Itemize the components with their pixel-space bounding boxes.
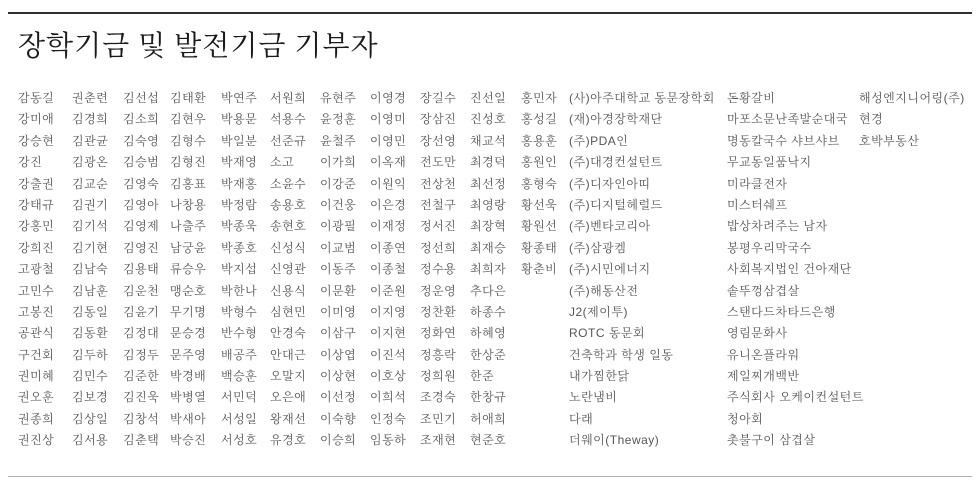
donor-name: 김숙영 [123, 133, 160, 148]
donor-name: 권진상 [18, 433, 55, 448]
donor-name [521, 281, 569, 302]
donor-name: 이선정 [320, 390, 357, 405]
donor-name: 김광온 [72, 155, 109, 170]
donor-name: 이상현 [320, 369, 357, 384]
donor-name: 박새아 [170, 411, 207, 426]
donor-name: 오말지 [270, 369, 307, 384]
donor-name: 신성식 [270, 240, 307, 255]
donor-name: 김경희 [72, 112, 109, 127]
donor-name: 남궁윤 [170, 240, 207, 255]
donor-name: 김기현 [72, 240, 109, 255]
donor-name: 김형수 [170, 133, 207, 148]
donor-name: 강홍민 [18, 219, 55, 234]
donor-name: 정찬환 [420, 304, 457, 319]
donor-name: 소윤수 [270, 176, 307, 191]
donor-name: 한창규 [470, 390, 507, 405]
donor-name: 김상일 [72, 411, 109, 426]
donor-name [859, 281, 979, 302]
donor-name: 고봉진 [18, 304, 55, 319]
donor-name: 최희자 [470, 262, 507, 277]
donor-name: 장길수 [420, 91, 457, 105]
donor-name: 홍성길 [521, 112, 558, 127]
donor-name [859, 387, 979, 408]
donor-name: 전철구 [420, 197, 457, 212]
donor-name: 안경숙 [270, 326, 307, 341]
donor-name: 권미혜 [18, 369, 55, 384]
donor-name: 영림문화사 [727, 326, 788, 341]
donor-name: 김교순 [72, 176, 109, 191]
donor-name: 이준원 [370, 283, 407, 298]
donor-name: 전도만 [420, 155, 457, 170]
donor-name: 김남훈 [72, 283, 109, 298]
donor-name: 명동칼국수 샤브샤브 [727, 133, 840, 148]
top-divider [8, 12, 972, 14]
donor-column-7 [320, 88, 370, 452]
donor-name: 윤정훈 [320, 112, 357, 127]
donor-name: 이강준 [320, 176, 357, 191]
donor-name: 박경배 [170, 369, 207, 384]
donor-name: 김남숙 [72, 262, 109, 277]
donor-name: 송현호 [270, 219, 307, 234]
donor-name: 나출주 [170, 219, 207, 234]
donor-name [859, 259, 979, 280]
donor-name: 김태환 [170, 91, 207, 105]
donor-name: 정화연 [420, 326, 457, 341]
donor-name: 장선영 [420, 133, 457, 148]
donor-column-10 [470, 88, 521, 452]
donor-name: 김춘택 [123, 433, 160, 448]
donor-name: 홍원인 [521, 155, 558, 170]
donor-column-4 [170, 88, 221, 452]
donor-name: (재)아경장학재단 [569, 112, 663, 127]
donor-name: 정희원 [420, 369, 457, 384]
donor-name: 마포소문난족발순대국 [727, 112, 848, 127]
donor-name: 강미애 [18, 112, 55, 127]
donor-name: 무교동일품낙지 [727, 155, 812, 170]
donor-name: 이은경 [370, 197, 407, 212]
donor-name: 박재영 [221, 155, 258, 170]
donor-name: (주)벤타코리아 [569, 219, 651, 234]
donor-name: 맹순호 [170, 283, 207, 298]
donor-name [859, 195, 979, 216]
donor-name: 전상천 [420, 176, 457, 191]
donor-name: 이숙향 [320, 411, 357, 426]
donor-name: 청아회 [727, 411, 764, 426]
donor-name: 구건회 [18, 347, 55, 362]
donor-name: 김준한 [123, 369, 160, 384]
donor-name: 장삼진 [420, 112, 457, 127]
donor-name: 해성엔지니어링(주) [859, 91, 965, 105]
donor-name [521, 409, 569, 430]
donor-name: (주)디자인아띠 [569, 176, 651, 191]
donor-name: 왕재선 [270, 411, 307, 426]
donor-name: 채교석 [470, 133, 507, 148]
donor-name: 윤철주 [320, 133, 357, 148]
donor-name: 다래 [569, 411, 594, 426]
donor-name: 선준규 [270, 133, 307, 148]
donor-name: 추다은 [470, 283, 507, 298]
donor-name: 최경덕 [470, 155, 507, 170]
donor-name: 인정숙 [370, 411, 407, 426]
donor-name: 밥상차려주는 남자 [727, 219, 828, 234]
donor-name [859, 323, 979, 344]
donor-name: 박한나 [221, 283, 258, 298]
donor-name: (주)해동산전 [569, 283, 639, 298]
donor-name: 강희진 [18, 240, 55, 255]
donor-name: 노란냄비 [569, 390, 618, 405]
donor-name: 제일찌개백반 [727, 369, 800, 384]
donor-name: 이상엽 [320, 347, 357, 362]
donor-column-8 [370, 88, 420, 452]
donor-name: 홍형숙 [521, 176, 558, 191]
donor-name: 박정람 [221, 197, 258, 212]
donor-name: (주)삼광켐 [569, 240, 627, 255]
donor-name: 김관균 [72, 133, 109, 148]
donor-name: 석용수 [270, 112, 307, 127]
donor-name: 류승우 [170, 262, 207, 277]
donor-name: 김정두 [123, 347, 160, 362]
donor-name: 허애희 [470, 411, 507, 426]
donor-name: 김정대 [123, 326, 160, 341]
donor-name: 조민기 [420, 411, 457, 426]
donor-name: (주)시민에너지 [569, 262, 651, 277]
donor-name [859, 174, 979, 195]
donor-name: 김서용 [72, 433, 109, 448]
donor-name: 반수형 [221, 326, 258, 341]
donor-name [521, 430, 569, 451]
donor-name: 박연주 [221, 91, 258, 105]
donor-name: 김영제 [123, 219, 160, 234]
donor-name: 이영미 [370, 112, 407, 127]
donor-name: 박병열 [170, 390, 207, 405]
donor-name: 이광필 [320, 219, 357, 234]
donor-name [859, 345, 979, 366]
donor-name: 이진석 [370, 347, 407, 362]
donor-name: 박일분 [221, 133, 258, 148]
donor-name: (주)대경컨설턴트 [569, 155, 663, 170]
donor-name: 정흥락 [420, 347, 457, 362]
donor-name: 김선섭 [123, 91, 160, 105]
donor-name: 이지현 [370, 326, 407, 341]
donor-name: 신영관 [270, 262, 307, 277]
donor-name: 김영아 [123, 197, 160, 212]
donor-name: ROTC 동문회 [569, 326, 646, 341]
donor-name: 배공주 [221, 347, 258, 362]
donor-name: 김두하 [72, 347, 109, 362]
donor-name: 황원선 [521, 219, 558, 234]
donor-name [859, 216, 979, 237]
donor-name: 건축학과 학생 일동 [569, 347, 674, 362]
donor-name: 김운천 [123, 283, 160, 298]
donor-name [521, 302, 569, 323]
donor-name: 촛불구이 삼겹살 [727, 433, 816, 448]
donor-name: 이종연 [370, 240, 407, 255]
donor-name: 유경호 [270, 433, 307, 448]
donor-name: 조재현 [420, 433, 457, 448]
donor-name: 호박부동산 [859, 133, 920, 148]
donor-name [521, 366, 569, 387]
donor-name: 한준 [470, 369, 495, 384]
donor-name: 강출권 [18, 176, 55, 191]
donor-name: 정서진 [420, 219, 457, 234]
donor-name: 미스터쉐프 [727, 197, 788, 212]
donor-name [859, 409, 979, 430]
donor-name: 솥뚜껑삼겹살 [727, 283, 800, 298]
donor-name: 문주영 [170, 347, 207, 362]
donor-name: 주식회사 오케이컨설턴트 [727, 390, 864, 405]
donor-name: 하종수 [470, 304, 507, 319]
donor-name: 더웨이(Theway) [569, 433, 660, 448]
donor-column-1 [18, 88, 72, 452]
donor-name: 김동환 [72, 326, 109, 341]
donor-column-5 [221, 88, 270, 452]
donor-name: 김현우 [170, 112, 207, 127]
bottom-divider [8, 476, 972, 477]
donor-name [859, 302, 979, 323]
donor-name: 임동하 [370, 433, 407, 448]
donor-name: 김기석 [72, 219, 109, 234]
donor-name: 김소희 [123, 112, 160, 127]
donor-name: 최선정 [470, 176, 507, 191]
donor-name: 서성호 [221, 433, 258, 448]
donor-name: 홍용훈 [521, 133, 558, 148]
donor-column-3 [123, 88, 170, 452]
donor-name: 유현주 [320, 91, 357, 105]
donor-name: 김진욱 [123, 390, 160, 405]
donor-name: 나창용 [170, 197, 207, 212]
donor-name: 박재홍 [221, 176, 258, 191]
donor-name: 송용호 [270, 197, 307, 212]
donor-name: 이영경 [370, 91, 407, 105]
donor-name: 김승범 [123, 155, 160, 170]
donor-name: 서원희 [270, 91, 307, 105]
donor-name: 고민수 [18, 283, 55, 298]
donor-name: 이동주 [320, 262, 357, 277]
donor-name: 봉평우리막국수 [727, 240, 812, 255]
donor-name: 이교범 [320, 240, 357, 255]
donor-name: 이영민 [370, 133, 407, 148]
donor-name: 이재정 [370, 219, 407, 234]
donor-name: 이문환 [320, 283, 357, 298]
donor-name: (주)디지털헤럴드 [569, 197, 663, 212]
donor-name: 이삼구 [320, 326, 357, 341]
donor-name: 홍민자 [521, 91, 558, 105]
donor-name [859, 152, 979, 173]
donor-name: 이건웅 [320, 197, 357, 212]
donor-name: (주)PDA인 [569, 133, 629, 148]
donor-name: 이지영 [370, 304, 407, 319]
donor-name: 최영랑 [470, 197, 507, 212]
donor-name: 박승진 [170, 433, 207, 448]
donor-name: 조경숙 [420, 390, 457, 405]
donor-name: 박형수 [221, 304, 258, 319]
donor-name: 김윤기 [123, 304, 160, 319]
donor-name: 현경 [859, 112, 884, 127]
donor-column-6 [270, 88, 320, 452]
donor-name: 최재승 [470, 240, 507, 255]
donor-name: 공관식 [18, 326, 55, 341]
donor-name: 서민덕 [221, 390, 258, 405]
donor-name: 내가찜한닭 [569, 369, 630, 384]
donor-name: 김동일 [72, 304, 109, 319]
donor-name: 박용문 [221, 112, 258, 127]
donor-name: 사회복지법인 건아재단 [727, 262, 852, 277]
donor-column-12 [569, 88, 727, 452]
donor-name [859, 366, 979, 387]
donor-name: 권춘련 [72, 91, 109, 105]
donor-name: 김형진 [170, 155, 207, 170]
donor-name: 현준호 [470, 433, 507, 448]
donor-name [859, 430, 979, 451]
donor-name: 김창석 [123, 411, 160, 426]
donor-name: 이옥재 [370, 155, 407, 170]
donor-column-2 [72, 88, 123, 452]
donor-name: 미라클전자 [727, 176, 788, 191]
donor-name: 김보경 [72, 390, 109, 405]
donor-name [521, 323, 569, 344]
donor-grid [0, 88, 980, 452]
donor-name: (사)아주대학교 동문장학회 [569, 91, 715, 105]
donor-name: 권종희 [18, 411, 55, 426]
donor-name: 진선일 [470, 91, 507, 105]
donor-name: 황선욱 [521, 197, 558, 212]
donor-name: 이희석 [370, 390, 407, 405]
donor-name: 이원익 [370, 176, 407, 191]
donor-name: 하혜영 [470, 326, 507, 341]
donor-name: 고광철 [18, 262, 55, 277]
donor-name: 신용식 [270, 283, 307, 298]
donor-name [859, 238, 979, 259]
donor-name: 박종욱 [221, 219, 258, 234]
donor-name [521, 387, 569, 408]
donor-name: 이종철 [370, 262, 407, 277]
donor-name: 정수용 [420, 262, 457, 277]
donor-name: 김영숙 [123, 176, 160, 191]
donor-name: 김민수 [72, 369, 109, 384]
donor-name: 유니온플라워 [727, 347, 800, 362]
donor-name: 김권기 [72, 197, 109, 212]
donor-name: 심현민 [270, 304, 307, 319]
donor-name: 안대근 [270, 347, 307, 362]
donor-name: 한상준 [470, 347, 507, 362]
donor-column-14 [859, 88, 979, 452]
donor-name: 돈황갈비 [727, 91, 776, 105]
donor-name: 정운영 [420, 283, 457, 298]
donor-name [521, 345, 569, 366]
donor-name: 이승희 [320, 433, 357, 448]
donor-name: 강승현 [18, 133, 55, 148]
donor-name: 이미영 [320, 304, 357, 319]
donor-name: 강태규 [18, 197, 55, 212]
donor-column-9 [420, 88, 470, 452]
donor-name: 박지섭 [221, 262, 258, 277]
donor-column-13 [727, 88, 864, 452]
donor-name: 김영진 [123, 240, 160, 255]
donor-name: 스탠다드차타드은행 [727, 304, 836, 319]
donor-name: 황춘비 [521, 262, 558, 277]
donor-name: 최장혁 [470, 219, 507, 234]
donor-name: 이호상 [370, 369, 407, 384]
donor-name: 진성호 [470, 112, 507, 127]
donor-name: 권오훈 [18, 390, 55, 405]
donor-name: 오은애 [270, 390, 307, 405]
donor-name: 백승훈 [221, 369, 258, 384]
donor-name: 무기명 [170, 304, 207, 319]
donor-column-11 [521, 88, 569, 452]
donor-name: 감동길 [18, 91, 55, 105]
donor-name: 황종태 [521, 240, 558, 255]
page-title: 장학기금 및 발전기금 기부자 [18, 31, 379, 62]
donor-name: 서성일 [221, 411, 258, 426]
donor-name: 김용태 [123, 262, 160, 277]
donor-name: 강진 [18, 155, 43, 170]
donor-name: 정선희 [420, 240, 457, 255]
donor-name: 박종호 [221, 240, 258, 255]
donor-name: J2(제이투) [569, 304, 628, 319]
donor-name: 이가희 [320, 155, 357, 170]
donor-name: 소고 [270, 155, 295, 170]
donor-name: 문승경 [170, 326, 207, 341]
donor-name: 김홍표 [170, 176, 207, 191]
